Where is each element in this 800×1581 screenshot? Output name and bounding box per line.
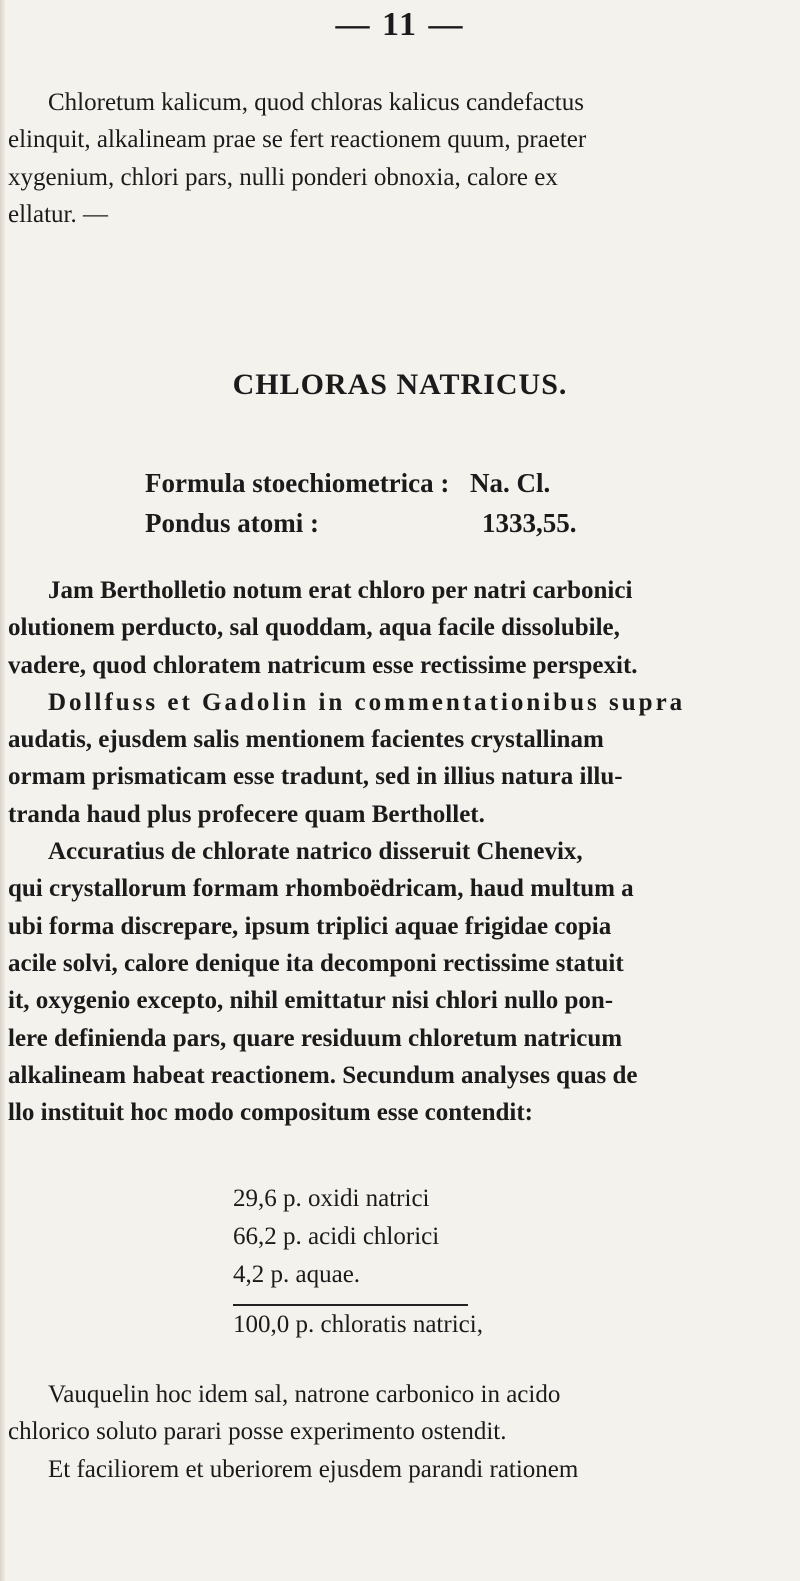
text-line: Chloretum kalicum, quod chloras kalicus candefactus (48, 89, 584, 116)
text-line: it, oxygenio excepto, nihil emittatur nisi chlori nullo pon- (8, 987, 614, 1015)
text-line: Jam Bertholletio notum erat chloro per natri carbonici (48, 577, 633, 604)
text-line: acile solvi, calore denique ita decomponi rectissime statuit (8, 949, 624, 977)
composition-total: 100,0 p. chloratis natrici, (233, 1311, 483, 1338)
text-line: llo instituit hoc modo compositum esse contendit: (8, 1099, 533, 1127)
page-edge-shadow (0, 0, 6, 1581)
text-line: olutionem perducto, sal quoddam, aqua facile dissolubile, (8, 614, 620, 642)
text-line: qui crystallorum formam rhomboëdricam, haud multum a (8, 875, 634, 903)
text-line: Vauquelin hoc idem sal, natrone carbonico in acido (48, 1381, 561, 1408)
text-line: alkalineam habeat reactionem. Secundum analyses quas de (8, 1061, 638, 1089)
text-line: elinquit, alkalineam prae se fert reactionem quum, praeter (8, 126, 587, 154)
composition-row: 66,2 p. acidi chlorici (233, 1223, 440, 1250)
body-paragraph (8, 572, 788, 1131)
text-line: tranda haud plus profecere quam Berthollet. (8, 800, 485, 828)
text-line: chlorico soluto parari posse experimento ostendit. (8, 1418, 507, 1446)
formula-value: Na. Cl. (470, 468, 551, 498)
text-line: Et faciliorem et uberiorem ejusdem parandi rationem (48, 1455, 579, 1483)
text-line: audatis, ejusdem salis mentionem facientes crystallinam (8, 726, 604, 754)
composition-row: 4,2 p. aquae. (233, 1261, 361, 1288)
formula-label: Formula stoechiometrica : (145, 468, 450, 498)
text-line: ormam prismaticam esse tradunt, sed in illius natura illu- (8, 763, 623, 791)
sum-rule (233, 1304, 468, 1306)
page-number: — 11 — (335, 6, 465, 43)
text-line: xygenium, chlori pars, nulli ponderi obnoxia, calore ex (8, 163, 558, 191)
intro-paragraph (8, 84, 788, 233)
section-title: CHLORAS NATRICUS. (232, 368, 568, 401)
text-line: Accuratius de chlorate natrico disseruit Chenevix, (48, 838, 583, 866)
text-line: ubi forma discrepare, ipsum triplici aquae frigidae copia (8, 912, 612, 940)
weight-value: 1333,55. (482, 508, 577, 538)
text-line: ellatur. — (8, 200, 108, 228)
weight-label: Pondus atomi : (145, 508, 320, 538)
closing-paragraph (8, 1376, 788, 1488)
text-line: lere definienda pars, quare residuum chloretum natricum (8, 1024, 623, 1052)
composition-row: 29,6 p. oxidi natrici (233, 1185, 430, 1212)
text-line: vadere, quod chloratem natricum esse rectissime perspexit. (8, 651, 638, 679)
text-line: Dollfuss et Gadolin in commentationibus supra (48, 688, 686, 716)
